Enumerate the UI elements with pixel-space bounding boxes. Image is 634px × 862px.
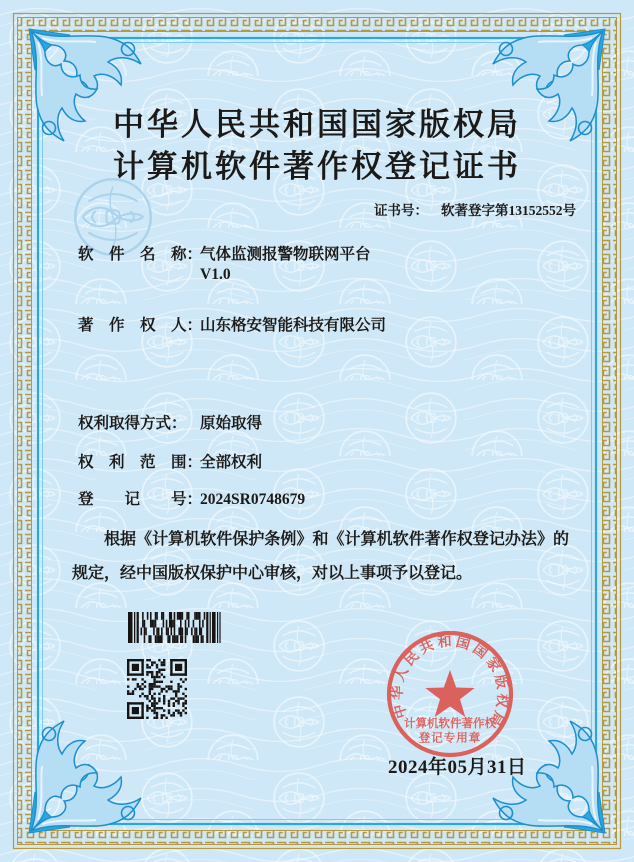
seal-arc-text: 中华人民共和国国家版权局: [390, 634, 510, 731]
field-registration-no: [78, 487, 305, 509]
certificate-number-label: 证书号：: [374, 203, 428, 218]
field-acquisition-method: [78, 411, 262, 433]
field-copyright-owner: [78, 313, 386, 335]
registration-statement: 根据《计算机软件保护条例》和《计算机软件著作权登记办法》的规定，经中国版权保护中心审核，对以上事项予以登记。: [72, 531, 569, 582]
software-name-value: 气体监测报警物联网平台: [200, 246, 371, 263]
copyright-owner-label: 著 作 权 人：: [78, 317, 203, 334]
authority-title: 中华人民共和国国家版权局: [113, 107, 521, 142]
certificate-number-value: 软著登字第13152552号: [441, 203, 576, 218]
qr-code: [127, 659, 187, 719]
field-software-name: [78, 242, 371, 264]
seal-line2: 登记专用章: [418, 732, 482, 745]
barcode: [128, 612, 222, 643]
copyright-owner-value: 山东格安智能科技有限公司: [200, 317, 387, 334]
seal-line1: 计算机软件著作权: [404, 718, 496, 730]
software-name-label: 软 件 名 称：: [78, 246, 203, 263]
acquisition-method-value: 原始取得: [200, 415, 263, 432]
field-rights-scope: [78, 450, 262, 472]
certificate-title: 计算机软件著作权登记证书: [113, 149, 521, 184]
registration-date: 2024年05月31日: [388, 757, 527, 778]
registration-no-label: 登 记 号：: [78, 491, 203, 508]
registration-no-value: 2024SR0748679: [200, 491, 306, 508]
rights-scope-label: 权 利 范 围：: [78, 454, 203, 471]
certificate-number: [374, 199, 576, 219]
rights-scope-value: 全部权利: [200, 454, 263, 471]
software-version: V1.0: [200, 266, 231, 283]
acquisition-method-label: 权利取得方式：: [78, 415, 187, 432]
official-seal: [384, 628, 516, 760]
seal-star-icon: [425, 670, 474, 717]
